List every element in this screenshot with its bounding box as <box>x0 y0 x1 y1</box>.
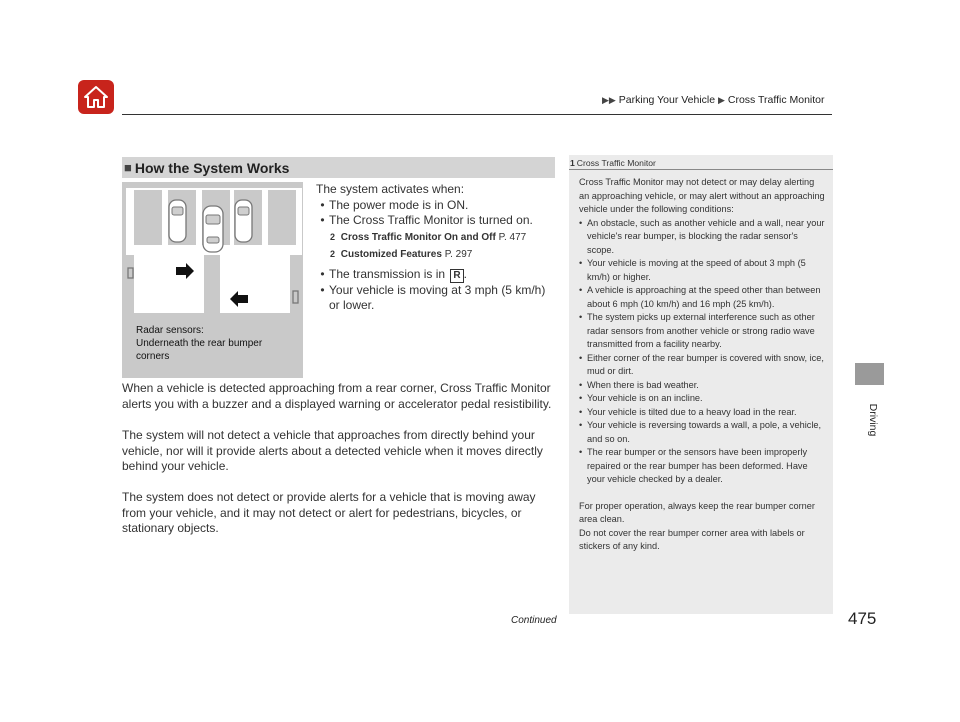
body-paragraph: The system does not detect or provide alerts for a vehicle that is moving away from your vehicle, and it may not detect or alert for pedestrians, bicycles, or stationary objects. <box>122 490 536 535</box>
list-item <box>579 392 825 406</box>
cross-reference-link[interactable] <box>330 246 556 263</box>
list-item-suffix: . <box>463 266 467 281</box>
bullet-dot-icon: • <box>579 217 583 228</box>
breadcrumb-item-parking[interactable]: Parking Your Vehicle <box>618 94 716 106</box>
bullet-dot-icon: • <box>579 312 583 322</box>
list-item <box>579 352 825 379</box>
list-item-text: Your vehicle is moving at the speed of about 3 mph (5 km/h) or higher. <box>587 258 806 282</box>
reference-arrow-icon: 2 <box>330 248 336 259</box>
note-title: Cross Traffic Monitor <box>576 158 656 168</box>
list-item-text: Your vehicle is on an incline. <box>587 393 703 403</box>
bullet-dot-icon: • <box>579 258 583 268</box>
bullet-dot-icon: • <box>579 393 583 403</box>
list-item <box>579 446 825 487</box>
bullet-dot-icon: • <box>579 420 583 430</box>
page-number: 475 <box>848 609 877 628</box>
bullet-dot-icon: • <box>320 197 325 212</box>
list-item <box>316 213 556 229</box>
list-item-text: When there is bad weather. <box>587 379 699 390</box>
reference-page: P. 477 <box>498 231 527 243</box>
list-item-text: Your vehicle is tilted due to a heavy load in the rear. <box>587 406 797 417</box>
section-header <box>122 157 555 178</box>
bullet-dot-icon: • <box>579 447 583 457</box>
bullet-dot-icon: • <box>320 213 325 227</box>
breadcrumb-item-cross-traffic[interactable]: Cross Traffic Monitor <box>727 94 825 106</box>
list-item <box>579 419 825 446</box>
section-title: How the System Works <box>134 159 290 176</box>
bullet-dot-icon: • <box>320 266 325 281</box>
note-footer-text: Do not cover the rear bumper corner area with labels or stickers of any kind. <box>579 527 805 551</box>
reference-title[interactable]: Cross Traffic Monitor On and Off <box>340 231 496 243</box>
list-item-text: The power mode is in ON. <box>329 197 469 212</box>
breadcrumb <box>602 94 825 106</box>
reference-title[interactable]: Customized Features <box>340 248 442 260</box>
list-item <box>316 198 556 214</box>
gear-indicator: R <box>450 269 463 283</box>
caption-line: corners <box>136 351 170 362</box>
activation-intro: The system activates when: <box>316 182 465 196</box>
chapter-label: Driving <box>867 403 879 437</box>
bullet-dot-icon: • <box>320 282 325 297</box>
note-header <box>569 155 833 168</box>
list-item <box>579 284 825 311</box>
home-icon <box>83 85 109 109</box>
home-button[interactable] <box>78 80 114 114</box>
body-paragraph: When a vehicle is detected approaching from a rear corner, Cross Traffic Monitor alerts you with a buzzer and a displayed warning or accelerator pedal resistibility. <box>122 381 552 411</box>
chapter-tab[interactable] <box>855 363 884 385</box>
list-item-text: The rear bumper or the sensors have been improperly repaired or the rear bumper has been deformed. Have your vehicle checked by a dealer. <box>587 447 808 484</box>
activation-conditions <box>316 182 556 314</box>
caption-line: Radar sensors: <box>136 325 204 336</box>
continued-label: Continued <box>511 615 557 626</box>
note-marker-icon: 1 <box>570 158 575 168</box>
note-body <box>569 170 833 554</box>
header-rule <box>122 114 832 115</box>
reference-page: P. 297 <box>444 248 473 260</box>
list-item <box>316 283 556 314</box>
list-item-text: The system picks up external interference such as other radar sensors from another vehicle or strong radio wave transmitted from a facility nearby. <box>587 312 815 349</box>
bullet-dot-icon: • <box>579 285 583 295</box>
list-item-text: The transmission is in <box>329 266 446 281</box>
body-paragraph: The system will not detect a vehicle that approaches from directly behind your vehicle, nor will it provide alerts about a detected vehicle when it moves directly behind your vehicle. <box>122 428 543 473</box>
note-footer-text: For proper operation, always keep the rear bumper corner area clean. <box>579 500 815 524</box>
reference-arrow-icon: 2 <box>330 231 336 242</box>
list-item-text: A vehicle is approaching at the speed other than between about 6 mph (10 km/h) and 16 mph (25 km/h). <box>587 285 821 309</box>
section-square-icon: ■ <box>124 160 132 175</box>
bullet-dot-icon: • <box>579 406 583 417</box>
list-item-text: Either corner of the rear bumper is covered with snow, ice, mud or dirt. <box>587 352 824 376</box>
cross-reference-link[interactable] <box>330 229 556 246</box>
caption-line: Underneath the rear bumper <box>136 338 263 349</box>
figure-caption <box>136 324 262 363</box>
side-note <box>569 155 833 614</box>
list-item <box>579 257 825 284</box>
breadcrumb-separator-icon: ▶ <box>718 95 725 105</box>
bullet-dot-icon: • <box>579 379 583 390</box>
list-item <box>579 311 825 352</box>
list-item-text: The Cross Traffic Monitor is turned on. <box>329 213 533 227</box>
list-item <box>579 217 825 258</box>
list-item <box>579 406 825 420</box>
list-item-text: Your vehicle is reversing towards a wall, a pole, a vehicle, and so on. <box>587 420 822 444</box>
list-item-text: Your vehicle is moving at 3 mph (5 km/h) or lower. <box>329 282 546 312</box>
breadcrumb-arrow-icon: ▶▶ <box>602 95 616 105</box>
list-item <box>579 379 825 393</box>
parking-diagram <box>122 182 303 378</box>
list-item-text: An obstacle, such as another vehicle and a wall, near your vehicle's rear bumper, is blocking the radar sensor's scope. <box>587 217 825 255</box>
bullet-dot-icon: • <box>579 352 583 363</box>
list-item <box>316 267 556 283</box>
note-intro: Cross Traffic Monitor may not detect or may delay alerting an approaching vehicle, or may alert without an approaching vehicle under the following conditions: <box>579 177 825 214</box>
